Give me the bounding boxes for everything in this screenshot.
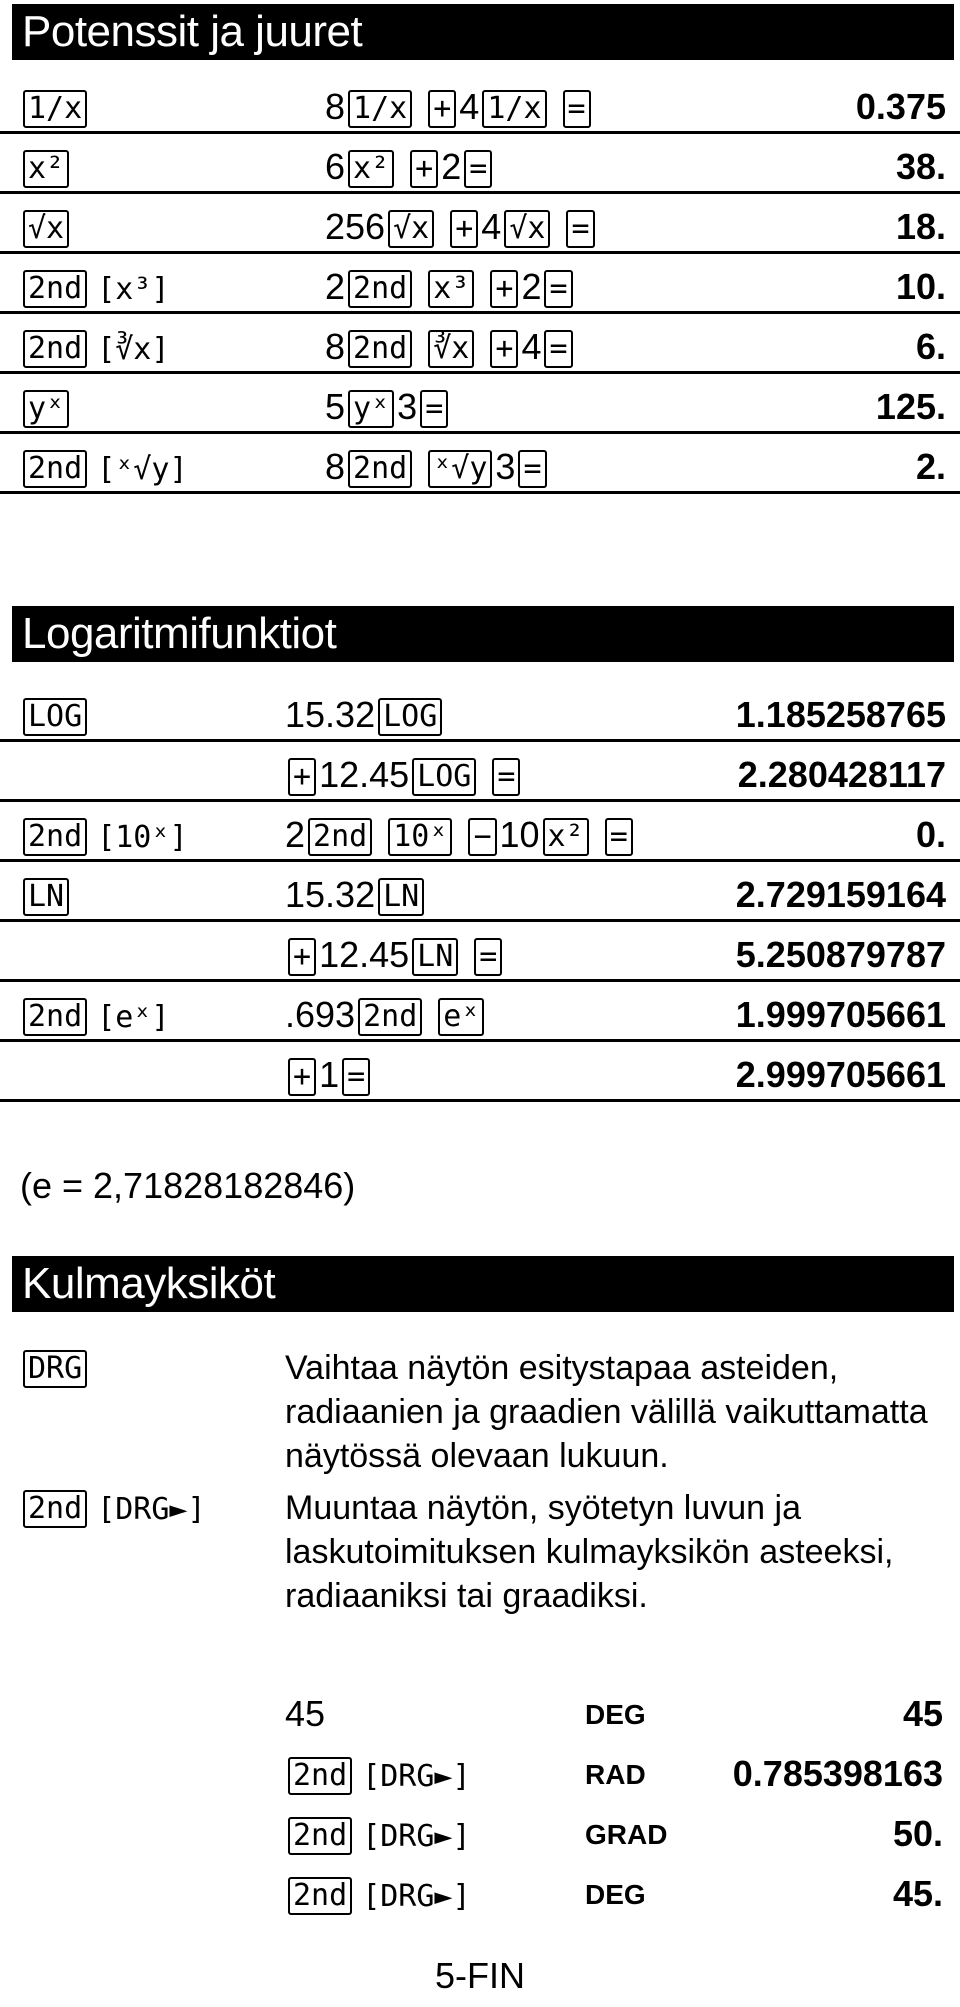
operator-key: +	[410, 150, 438, 188]
key-sequence	[285, 934, 505, 976]
calc-key: ∛x	[428, 330, 474, 368]
table-row	[0, 746, 960, 802]
calc-key: LN	[412, 938, 458, 976]
e-constant-note: (e = 2,71828182846)	[20, 1165, 356, 1206]
table-row	[0, 686, 960, 742]
key-cell	[20, 694, 90, 736]
result-value: 1.185258765	[735, 694, 946, 735]
key-bracket: [ DRG► ]	[358, 1879, 474, 1914]
operator-key: +	[490, 270, 518, 308]
table-row	[0, 866, 960, 922]
key-sequence	[325, 386, 451, 428]
key-label: √x	[23, 210, 69, 248]
table-row	[0, 378, 960, 434]
key-bracket: [ DRG► ]	[93, 1492, 209, 1527]
table-row	[0, 198, 960, 254]
key-sequence	[285, 874, 427, 916]
key-bracket: [ 10ˣ ]	[93, 820, 191, 855]
key-label: LN	[23, 878, 69, 916]
operator-key: +	[288, 1058, 316, 1096]
result-value: 6.	[915, 326, 946, 367]
key-sequence	[325, 86, 594, 128]
section-title-powers	[12, 4, 954, 60]
key-sequence	[285, 1753, 478, 1795]
seq-text: 8	[325, 326, 346, 367]
key-label: 1/x	[23, 90, 87, 128]
operator-key: =	[566, 210, 594, 248]
result-value: 50.	[892, 1813, 943, 1854]
key-bracket: [ ∛x ]	[93, 332, 173, 367]
seq-text: 15.32	[285, 694, 376, 735]
result-value: 2.	[915, 446, 946, 487]
calc-key: 2nd	[358, 998, 422, 1036]
operator-key: +	[288, 758, 316, 796]
calc-key: 1/x	[348, 90, 412, 128]
key-sequence: 45	[285, 1693, 326, 1734]
key-sequence	[325, 266, 576, 308]
operator-key: +	[490, 330, 518, 368]
key-bracket: [ ˣ√y ]	[93, 452, 191, 487]
key-label: LOG	[23, 698, 87, 736]
section-title-text: Logaritmifunktiot	[22, 609, 337, 658]
operator-key: =	[544, 270, 572, 308]
seq-text: 4	[459, 86, 480, 127]
key-sequence	[285, 1054, 373, 1096]
key-sequence	[285, 994, 487, 1036]
operator-key: =	[474, 938, 502, 976]
table-row	[285, 1865, 955, 1925]
seq-text: 8	[325, 446, 346, 487]
table-row	[0, 258, 960, 314]
result-value: 5.250879787	[735, 934, 946, 975]
calc-key: x²	[543, 818, 589, 856]
section-title-text: Kulmayksiköt	[22, 1259, 276, 1308]
seq-text: 2	[285, 814, 306, 855]
drg-description: Vaihtaa näytön esitystapaa asteiden, radiaanien ja graadien välillä vaikuttamatta näytössä olevaan lukuun.	[285, 1349, 928, 1475]
calc-key: eˣ	[438, 998, 484, 1036]
key-label: DRG	[23, 1350, 87, 1388]
key-sequence	[285, 1873, 478, 1915]
seq-text: 3	[495, 446, 516, 487]
angle-mode: DEG	[585, 1879, 646, 1910]
page-number: 5-FIN	[435, 1955, 525, 1996]
operator-key: +	[428, 90, 456, 128]
calc-key: ˣ√y	[428, 450, 492, 488]
seq-text: 10	[499, 814, 540, 855]
key-bracket: [ DRG► ]	[358, 1819, 474, 1854]
key-label: 2nd	[23, 1490, 87, 1528]
key-label: 2nd	[23, 330, 87, 368]
seq-text: 4	[521, 326, 542, 367]
result-value: 1.999705661	[735, 994, 946, 1035]
calc-key: 2nd	[348, 450, 412, 488]
seq-text: 2	[441, 146, 462, 187]
key-cell	[20, 874, 72, 916]
seq-text: 6	[325, 146, 346, 187]
calc-key: 2nd	[348, 270, 412, 308]
key-label: 2nd	[288, 1817, 352, 1855]
drg-convert-description: Muuntaa näytön, syötetyn luvun ja laskutoimituksen kulmayksikön asteeksi, radiaaniksi tai graadiksi.	[285, 1489, 894, 1615]
key-sequence	[325, 146, 495, 188]
operator-key: =	[563, 90, 591, 128]
key-sequence	[285, 814, 636, 856]
operator-key: =	[492, 758, 520, 796]
table-row	[0, 138, 960, 194]
table-row	[0, 926, 960, 982]
key-label: 2nd	[23, 998, 87, 1036]
key-cell	[20, 146, 72, 188]
operator-key: =	[420, 390, 448, 428]
key-cell	[20, 446, 195, 488]
seq-text: 8	[325, 86, 346, 127]
seq-text: 12.45	[319, 754, 410, 795]
result-value: 2.999705661	[735, 1054, 946, 1095]
key-sequence	[285, 1813, 478, 1855]
angle-mode: RAD	[585, 1759, 646, 1790]
calc-key: LOG	[378, 698, 442, 736]
operator-key: =	[544, 330, 572, 368]
key-cell	[20, 206, 72, 248]
table-row	[0, 78, 960, 134]
table-row	[0, 986, 960, 1042]
key-bracket: [ x³ ]	[93, 272, 173, 307]
table-row	[285, 1805, 955, 1865]
calc-key: LOG	[412, 758, 476, 796]
result-value: 18.	[895, 206, 946, 247]
result-value: 45	[902, 1693, 943, 1734]
operator-key: =	[464, 150, 492, 188]
seq-text: 4	[481, 206, 502, 247]
calc-key: x³	[428, 270, 474, 308]
section-title-logarithms	[12, 606, 954, 662]
result-value: 0.785398163	[732, 1753, 943, 1794]
key-label: 2nd	[288, 1757, 352, 1795]
result-value: 10.	[895, 266, 946, 307]
key-sequence	[285, 694, 445, 736]
table-row	[285, 1685, 955, 1745]
key-cell	[20, 814, 195, 856]
drg-key	[20, 1346, 90, 1388]
calc-key: 2nd	[308, 818, 372, 856]
section-title-angle-units	[12, 1256, 954, 1312]
seq-text: 12.45	[319, 934, 410, 975]
seq-text: 15.32	[285, 874, 376, 915]
operator-key: =	[605, 818, 633, 856]
calc-key: x²	[348, 150, 394, 188]
key-cell	[20, 326, 176, 368]
key-label: 2nd	[23, 450, 87, 488]
result-value: 2.729159164	[735, 874, 946, 915]
key-label: 2nd	[288, 1877, 352, 1915]
calc-key: √x	[504, 210, 550, 248]
key-cell	[20, 86, 90, 128]
angle-mode: DEG	[585, 1699, 646, 1730]
angle-mode: GRAD	[585, 1819, 668, 1850]
seq-text: 3	[397, 386, 418, 427]
seq-text: .693	[285, 994, 356, 1035]
key-cell	[20, 994, 176, 1036]
result-value: 45.	[892, 1873, 943, 1914]
drg-convert-key	[20, 1486, 213, 1528]
result-value: 0.	[915, 814, 946, 855]
key-sequence	[325, 326, 576, 368]
calc-key: √x	[388, 210, 434, 248]
seq-text: 5	[325, 386, 346, 427]
calc-key: yˣ	[348, 390, 394, 428]
key-cell	[20, 386, 72, 428]
section-title-text: Potenssit ja juuret	[22, 7, 363, 56]
result-value: 2.280428117	[737, 754, 946, 795]
operator-key: +	[450, 210, 478, 248]
seq-text: 2	[325, 266, 346, 307]
key-label: yˣ	[23, 390, 69, 428]
key-sequence	[325, 446, 550, 488]
key-bracket: [ eˣ ]	[93, 1000, 173, 1035]
calc-key: 1/x	[482, 90, 546, 128]
result-value: 38.	[895, 146, 946, 187]
table-row	[0, 806, 960, 862]
key-cell	[20, 266, 176, 308]
calc-key: LN	[378, 878, 424, 916]
key-sequence	[325, 206, 598, 248]
key-label: 2nd	[23, 818, 87, 856]
operator-key: −	[468, 818, 496, 856]
table-row	[285, 1745, 955, 1805]
operator-key: =	[518, 450, 546, 488]
table-row	[0, 318, 960, 374]
calc-key: 2nd	[348, 330, 412, 368]
key-sequence	[285, 754, 523, 796]
operator-key: +	[288, 938, 316, 976]
calc-key: 10ˣ	[388, 818, 452, 856]
table-row	[0, 1046, 960, 1102]
result-value: 0.375	[855, 86, 946, 127]
seq-text: 256	[325, 206, 386, 247]
seq-text: 2	[521, 266, 542, 307]
key-label: 2nd	[23, 270, 87, 308]
key-bracket: [ DRG► ]	[358, 1759, 474, 1794]
result-value: 125.	[875, 386, 946, 427]
key-label: x²	[23, 150, 69, 188]
seq-text: 1	[319, 1054, 340, 1095]
table-row	[0, 438, 960, 494]
operator-key: =	[342, 1058, 370, 1096]
